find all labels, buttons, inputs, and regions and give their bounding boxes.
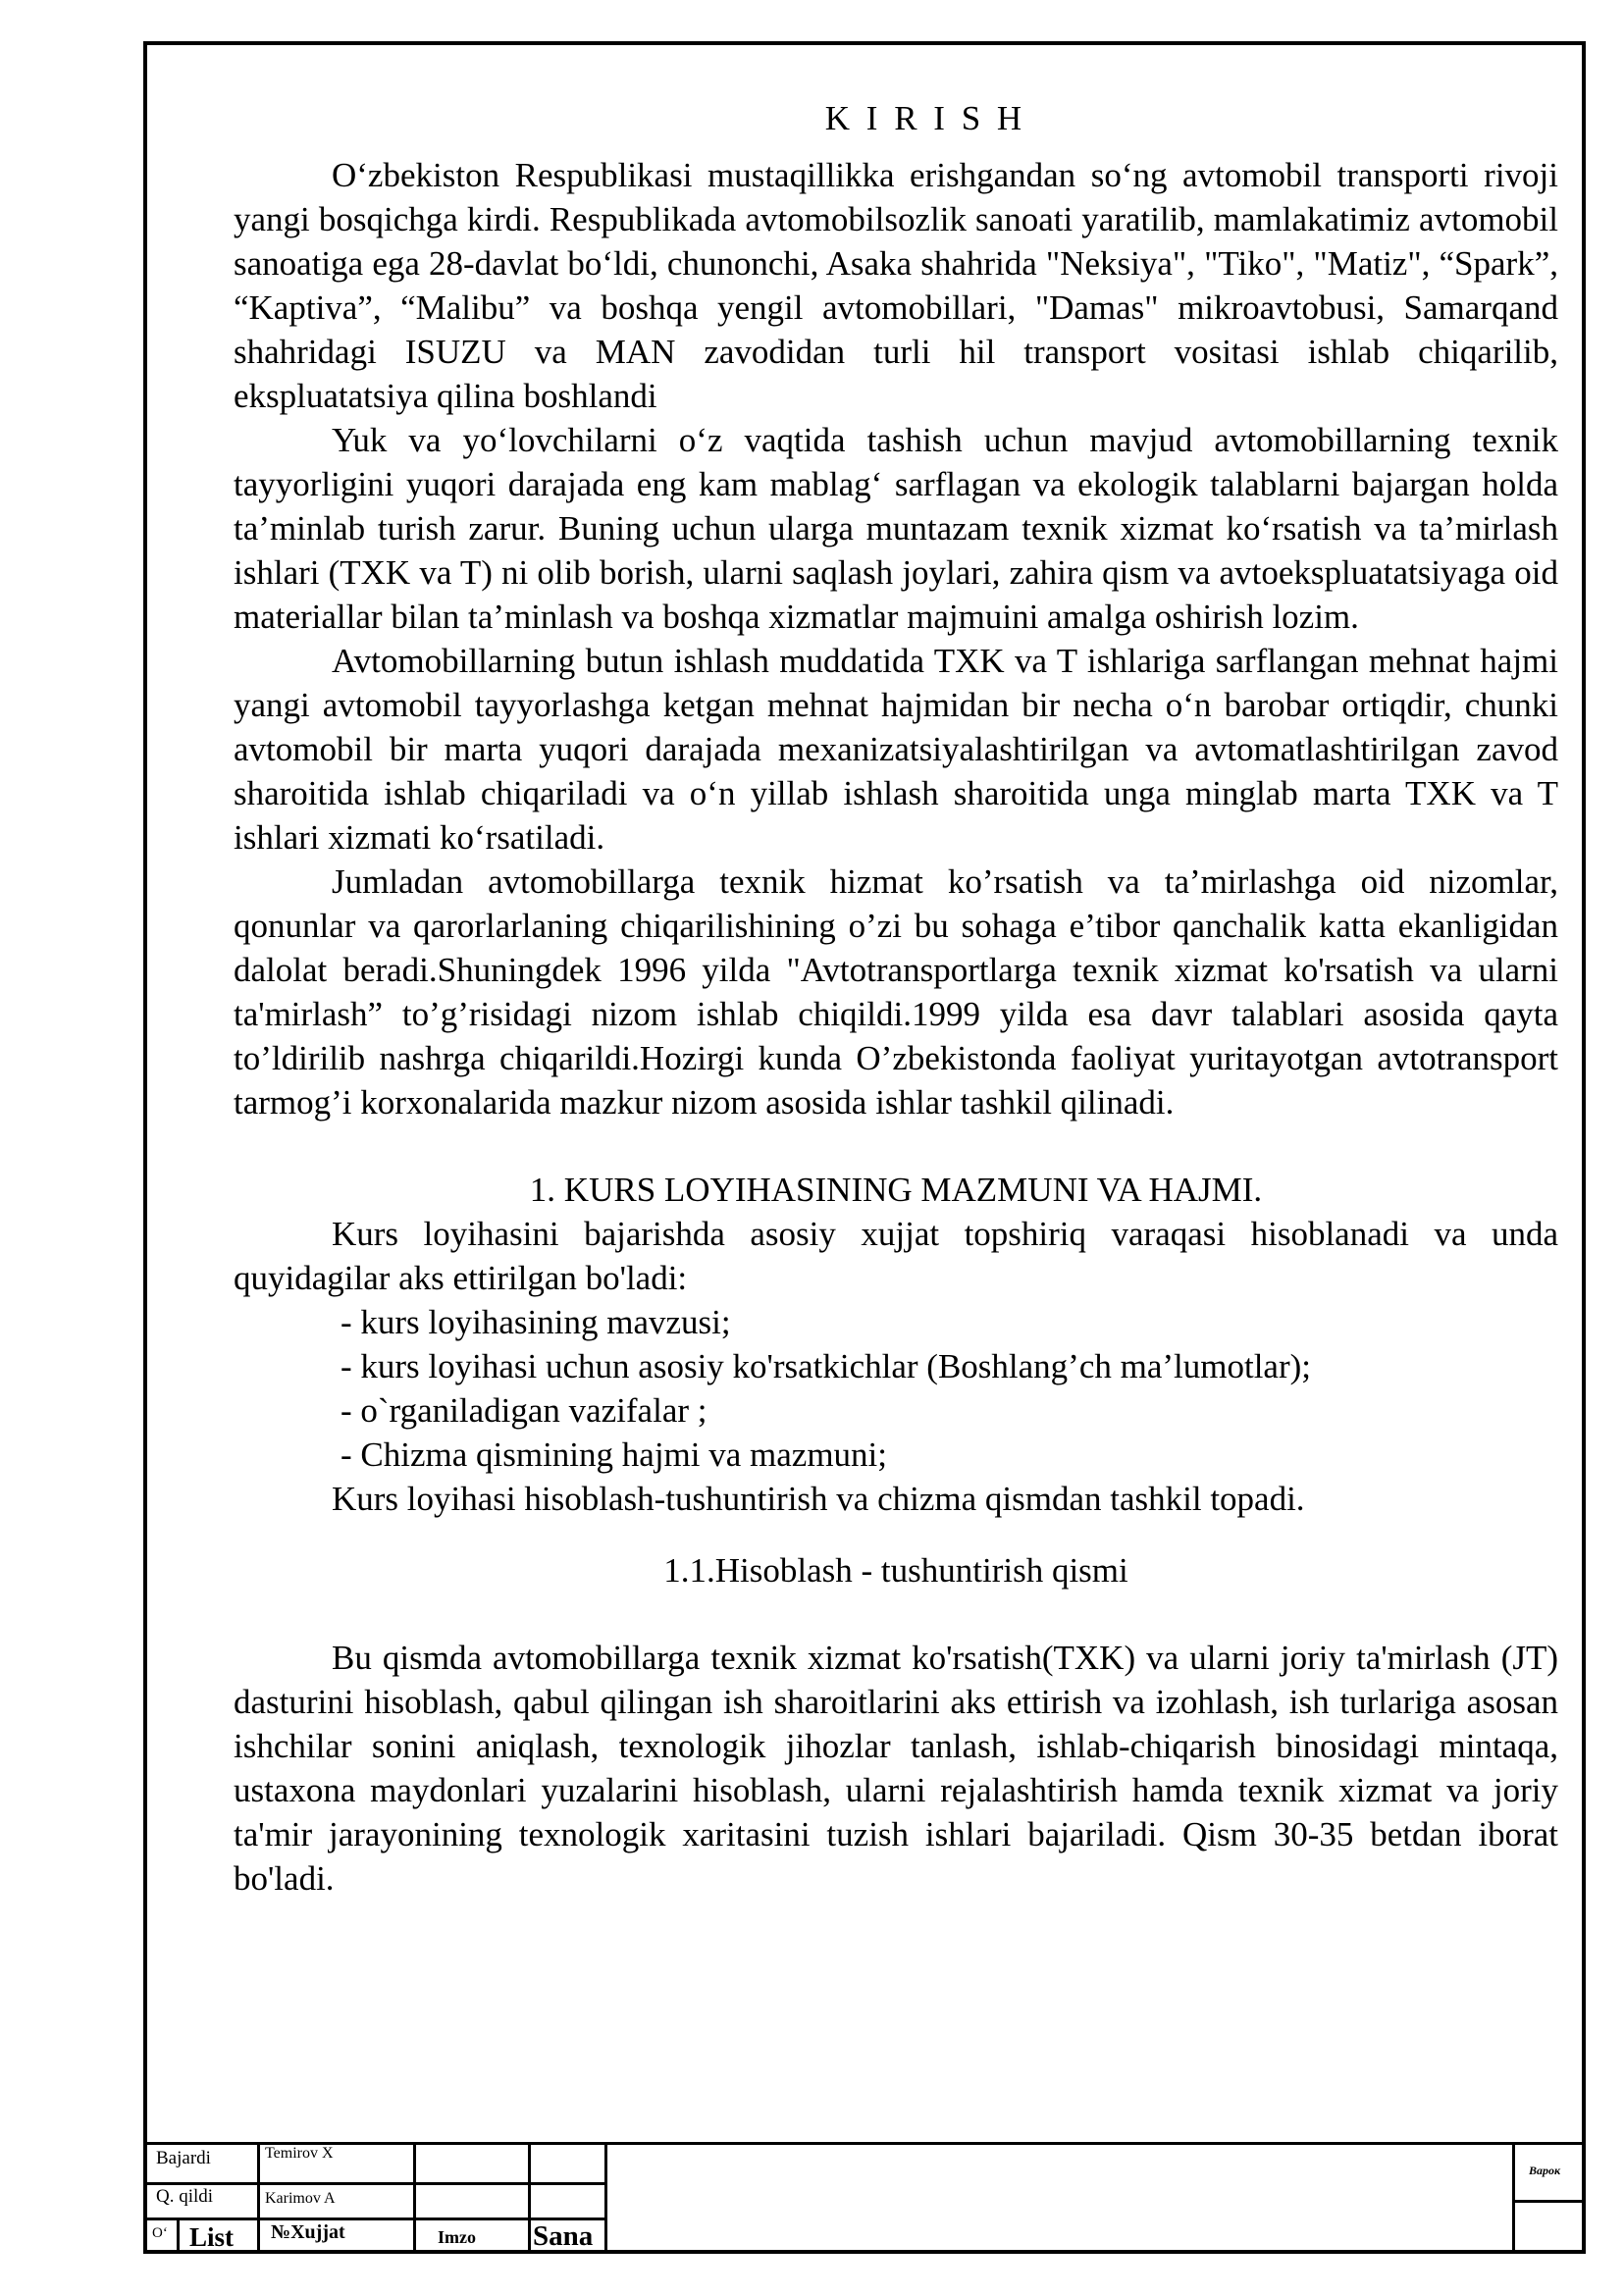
intro-paragraph-3: Avtomobillarning butun ishlash muddatida TXK va T ishlariga sarflangan mehnat hajmi yangi avtomobil tayyorlashga ketgan mehnat hajmidan bir necha o‘n barobar ortiqdir, chunki avtomobil bir marta yuqori darajada mexanizatsiyalashtirilgan va avtomatlashtirilgan zavod sharoitida ishlab chiqariladi va o‘n yillab ishlash sharoitida unga minglab marta TXK va T ishlari xizmati ko‘rsatiladi. <box>234 642 1558 857</box>
qildi-label: Q. qildi <box>156 2186 214 2207</box>
col-imzo-label: Imzo <box>438 2227 476 2247</box>
bajardi-label: Bajardi <box>156 2148 211 2168</box>
o-col-line <box>177 2218 180 2254</box>
varoq-cell-line <box>1512 2200 1586 2203</box>
section-1-1-heading: 1.1.Hisoblash - tushuntirish qismi <box>663 1551 1128 1590</box>
document-body <box>234 98 1558 1901</box>
intro-paragraph-4: Jumladan avtomobillarga texnik hizmat ko’rsatish va ta’mirlashga oid nizomlar, qonunlar va qarorlarlaning chiqarilishining o’zi bu sohaga e’tibor qanchalik katta ekanligidan dalolat beradi.Shuningdek 1996 yilda "Avtotransportlarga texnik xizmat ko'rsatish va ularni ta'mirlash” to’g’risidagi nizom ishlab chiqildi.1999 yilda esa davr talablari asosida qayta to’ldirilib nashrga chiqarildi.Hozirgi kunda O’zbekistonda faoliyat yuritayotgan avtotransport tarmog’i korxonalarida mazkur nizom asosida ishlar tashkil qilinadi. <box>234 862 1558 1122</box>
title-block-col-line-1 <box>257 2142 260 2254</box>
title-block-col-line-3 <box>528 2142 531 2254</box>
section-1-item-4: - Chizma qismining hajmi va mazmuni; <box>341 1435 887 1474</box>
qildi-name: Karimov A <box>265 2190 336 2207</box>
col-sana-label: Sana <box>533 2220 594 2252</box>
bajardi-name: Temirov X <box>265 2145 334 2162</box>
col-list-label: List <box>189 2222 235 2252</box>
col-o-label: O‘ <box>152 2225 168 2241</box>
title-block-col-line-4 <box>604 2142 607 2254</box>
varoq-col-line <box>1512 2142 1515 2254</box>
title-block-row-line-1 <box>143 2182 606 2185</box>
section-1-item-3: - o`rganiladigan vazifalar ; <box>341 1391 707 1430</box>
section-1-item-2: - kurs loyihasi uchun asosiy ko'rsatkichlar (Boshlang’ch ma’lumotlar); <box>341 1347 1312 1385</box>
section-1-heading: 1. KURS LOYIHASINING MAZMUNI VA HAJMI. <box>529 1171 1263 1209</box>
intro-paragraph-1: O‘zbekiston Respublikasi mustaqillikka erishgandan so‘ng avtomobil transporti rivoji yangi bosqichga kirdi. Respublikada avtomobilsozlik sanoati yaratilib, mamlakatimiz avtomobil sanoatiga ega 28-davlat bo‘ldi, chunonchi, Asaka shahrida "Neksiya", "Tiko", "Matiz", “Spark”, “Kaptiva”, “Malibu” va boshqa yengil avtomobillari, "Damas" mikroavtobusi, Samarqand shahridagi ISUZU va MAN zavodidan turli hil transport vositasi ishlab chiqarilib, ekspluatatsiya qilina boshlandi <box>234 156 1558 415</box>
section-1-closing: Kurs loyihasi hisoblash-tushuntirish va chizma qismdan tashkil topadi. <box>332 1480 1305 1518</box>
title-block-col-line-2 <box>413 2142 416 2254</box>
document-title: K I R I S H <box>824 99 1026 137</box>
col-xujjat-label: №Xujjat <box>271 2221 345 2243</box>
varoq-label: Варок <box>1529 2164 1561 2177</box>
title-block-top-line <box>143 2142 1586 2145</box>
section-1-lead: Kurs loyihasini bajarishda asosiy xujjat topshiriq varaqasi hisoblanadi va unda quyidagilar aks ettirilgan bo'ladi: <box>234 1215 1558 1297</box>
section-1-1-paragraph: Bu qismda avtomobillarga texnik xizmat ko'rsatish(TXK) va ularni joriy ta'mirlash (JT) dasturini hisoblash, qabul qilingan ish sharoitlarini aks ettirish va izohlash, ish turlariga asosan ishchilar sonini aniqlash, texnologik jihozlar tanlash, ishlab-chiqarish binosidagi mintaqa, ustaxona maydonlari yuzalarini hisoblash, ularni rejalashtirish hamda texnik xizmat va joriy ta'mir jarayonining texnologik xaritasini tuzish ishlari bajariladi. Qism 30-35 betdan iborat bo'ladi. <box>234 1639 1558 1898</box>
intro-paragraph-2: Yuk va yo‘lovchilarni o‘z vaqtida tashish uchun mavjud avtomobillarning texnik tayyorligini yuqori darajada eng kam mablag‘ sarflagan va ekologik talablarni bajargan holda ta’minlab turish zarur. Buning uchun ularga muntazam texnik xizmat ko‘rsatish va ta’mirlash ishlari (TXK va T) ni olib borish, ularni saqlash joylari, zahira qism va avtoekspluatatsiyaga oid materiallar bilan ta’minlash va boshqa xizmatlar majmuini amalga oshirish lozim. <box>234 421 1558 636</box>
section-1-item-1: - kurs loyihasining mavzusi; <box>341 1303 731 1341</box>
